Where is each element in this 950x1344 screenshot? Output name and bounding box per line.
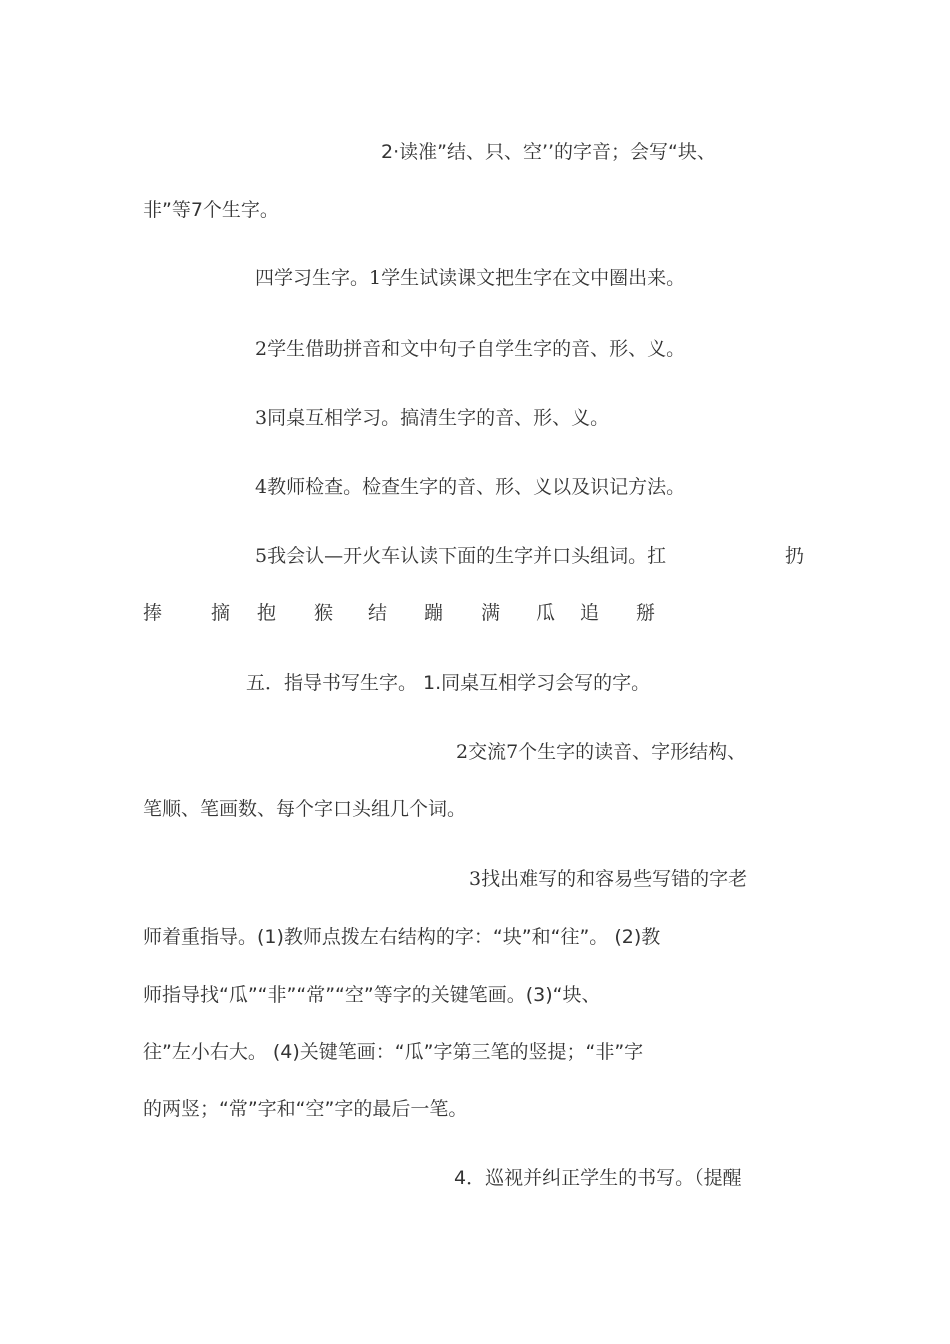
paragraph-text: 5我会认—开火车认读下面的生字并口头组词。扛 xyxy=(255,545,667,567)
paragraph-text: 2学生借助拼音和文中句子自学生字的音、形、义。 xyxy=(255,338,686,360)
paragraph-text: 2交流7个生字的读音、字形结构、 xyxy=(456,741,747,763)
paragraph-text: 非”等7个生字。 xyxy=(143,199,279,221)
list-item: 瓜 xyxy=(536,602,556,624)
paragraph-text: 往”左小右大。 (4)关键笔画：“瓜”字第三笔的竖提；“非”字 xyxy=(143,1041,644,1063)
paragraph-text: 3同桌互相学习。搞清生字的音、形、义。 xyxy=(255,407,610,429)
list-item: 猴 xyxy=(314,602,334,624)
list-item: 抱 xyxy=(257,602,277,624)
list-item: 结 xyxy=(368,602,388,624)
paragraph-text: 4教师检查。检查生字的音、形、义以及识记方法。 xyxy=(255,476,686,498)
section-heading: 五．指导书写生字。 1.同桌互相学习会写的字。 xyxy=(246,672,651,694)
paragraph-text: 2·读准”结、只、空’’的字音；会写“块、 xyxy=(381,141,716,163)
paragraph-text: 师着重指导。(1)教师点拨左右结构的字：“块”和“往”。 (2)教 xyxy=(143,926,661,948)
list-item: 满 xyxy=(481,602,501,624)
paragraph-text: 的两竖；“常”字和“空”字的最后一笔。 xyxy=(143,1098,468,1120)
list-item: 摘 xyxy=(211,602,231,624)
paragraph-text: 3找出难写的和容易些写错的字老 xyxy=(469,868,748,890)
list-item: 掰 xyxy=(636,602,656,624)
paragraph-text: 四学习生字。1学生试读课文把生字在文中圈出来。 xyxy=(255,267,686,289)
paragraph-text: 4．巡视并纠正学生的书写。（提醒 xyxy=(454,1167,742,1189)
list-item: 追 xyxy=(580,602,600,624)
word-list xyxy=(0,600,950,626)
list-item: 捧 xyxy=(143,602,163,624)
paragraph-text: 师指导找“瓜”“非”“常”“空”等字的关键笔画。(3)“块、 xyxy=(143,984,601,1006)
paragraph-text: 扔 xyxy=(785,545,805,567)
paragraph-text: 笔顺、笔画数、每个字口头组几个词。 xyxy=(143,798,467,820)
list-item: 蹦 xyxy=(424,602,444,624)
